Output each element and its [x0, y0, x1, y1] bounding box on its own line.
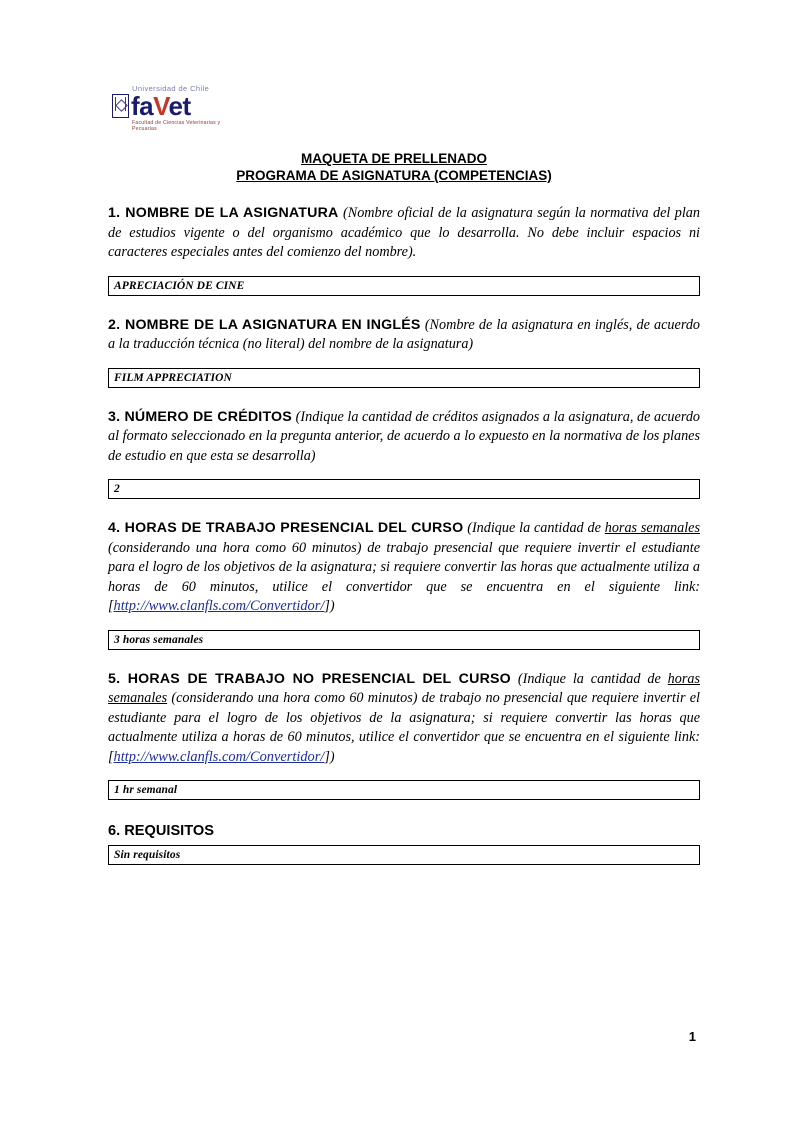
- section-nombre-asignatura: [108, 204, 700, 296]
- logo-wordmark-text: [131, 91, 191, 121]
- section-2-text: [108, 316, 700, 355]
- logo-word-accent: V: [153, 91, 169, 121]
- section-4-text: [108, 519, 700, 617]
- section-3-text: [108, 408, 700, 467]
- section-horas-presencial: [108, 519, 700, 650]
- favet-logo: [112, 84, 242, 144]
- section-6-heading: 6. REQUISITOS: [108, 823, 214, 839]
- answer-box-horas-presencial[interactable]: [108, 630, 700, 650]
- section-6-text: [108, 822, 700, 842]
- section-1-hint: (Nombre oficial de la asignatura según la normativa del plan de estudios vigente o del organismo académico que lo desarrolla. No debe incluir espacios ni caracteres especiales antes del comienzo del nombre).: [108, 205, 700, 260]
- section-1-heading: 1. NOMBRE DE LA ASIGNATURA: [108, 205, 339, 221]
- page-number: 1: [688, 1029, 696, 1044]
- section-5-hint-part3: ]): [324, 748, 335, 765]
- answer-box-horas-no-presencial[interactable]: [108, 780, 700, 800]
- logo-word-pre: fa: [131, 91, 154, 121]
- answer-value-3: 2: [114, 483, 120, 495]
- section-2-hint: (Nombre de la asignatura en inglés, de acuerdo a la traducción técnica (no literal) del nombre de la asignatura): [108, 316, 701, 352]
- section-numero-creditos: [108, 408, 700, 500]
- page-title-line1: MAQUETA DE PRELLENADO: [300, 151, 487, 166]
- convertidor-link-4[interactable]: http://www.clanfls.com/Convertidor/: [113, 598, 325, 614]
- logo-word-post: et: [168, 91, 191, 121]
- answer-value-2: FILM APPRECIATION: [114, 371, 232, 384]
- section-nombre-ingles: [108, 316, 700, 388]
- section-4-hint-part1: (Indique la cantidad de: [467, 520, 605, 536]
- answer-value-6: Sin requisitos: [114, 848, 181, 861]
- section-5-hint-underline: horas semanales: [108, 670, 700, 706]
- shield-icon: [112, 94, 129, 118]
- answer-box-nombre-ingles[interactable]: [108, 368, 700, 388]
- convertidor-link-5[interactable]: http://www.clanfls.com/Convertidor/: [113, 748, 325, 765]
- section-3-heading: 3. NÚMERO DE CRÉDITOS: [108, 408, 292, 425]
- answer-value-4: 3 horas semanales: [114, 633, 204, 646]
- section-requisitos: [108, 822, 700, 865]
- logo-university-text: Universidad de Chile: [132, 84, 210, 93]
- section-4-hint-underline: horas semanales: [604, 520, 701, 536]
- answer-box-nombre-asignatura[interactable]: [108, 276, 700, 296]
- section-5-text: [108, 670, 700, 768]
- section-5-heading: 5. HORAS DE TRABAJO NO PRESENCIAL DEL CURSO: [108, 670, 511, 687]
- section-3-hint: (Indique la cantidad de créditos asignados a la asignatura, de acuerdo al formato seleccionado en la pregunta anterior, de acuerdo a lo expuesto en la normativa de los planes de estudio en que esta se desarrolla): [108, 408, 701, 464]
- answer-box-requisitos[interactable]: [108, 845, 700, 865]
- answer-value-5: 1 hr semanal: [114, 784, 178, 796]
- page-title: [108, 150, 700, 184]
- logo-wordmark: [112, 91, 242, 121]
- section-horas-no-presencial: [108, 670, 700, 801]
- answer-box-numero-creditos[interactable]: [108, 479, 700, 499]
- section-5-hint-part1: (Indique la cantidad de: [517, 670, 668, 687]
- section-1-text: [108, 204, 700, 263]
- section-4-hint-part3: ]): [324, 598, 335, 614]
- section-4-hint-part2: (considerando una hora como 60 minutos) de trabajo presencial que requiere invertir el estudiante para el logro de los objetivos de la asignatura; si requiere convertir las horas que actualmente utiliza a horas de 60 minutos, utilice el convertidor que se encuentra en el siguiente link: [: [108, 539, 700, 614]
- section-4-heading: 4. HORAS DE TRABAJO PRESENCIAL DEL CURSO: [108, 520, 464, 536]
- page-title-line2: PROGRAMA DE ASIGNATURA (COMPETENCIAS): [236, 168, 552, 183]
- answer-value-1: APRECIACIÓN DE CINE: [114, 279, 245, 292]
- section-5-hint-part2: (considerando una hora como 60 minutos) de trabajo no presencial que requiere invertir el estudiante para el logro de los objetivos de la asignatura; si requiere convertir las horas que actualmente utiliza a horas de 60 minutos, utilice el convertidor que se encuentra en el siguiente link: [: [108, 690, 700, 765]
- logo-faculty-text: Facultad de Ciencias Veterinarias y Pecuarias: [132, 120, 221, 132]
- section-2-heading: 2. NOMBRE DE LA ASIGNATURA EN INGLÉS: [108, 316, 421, 333]
